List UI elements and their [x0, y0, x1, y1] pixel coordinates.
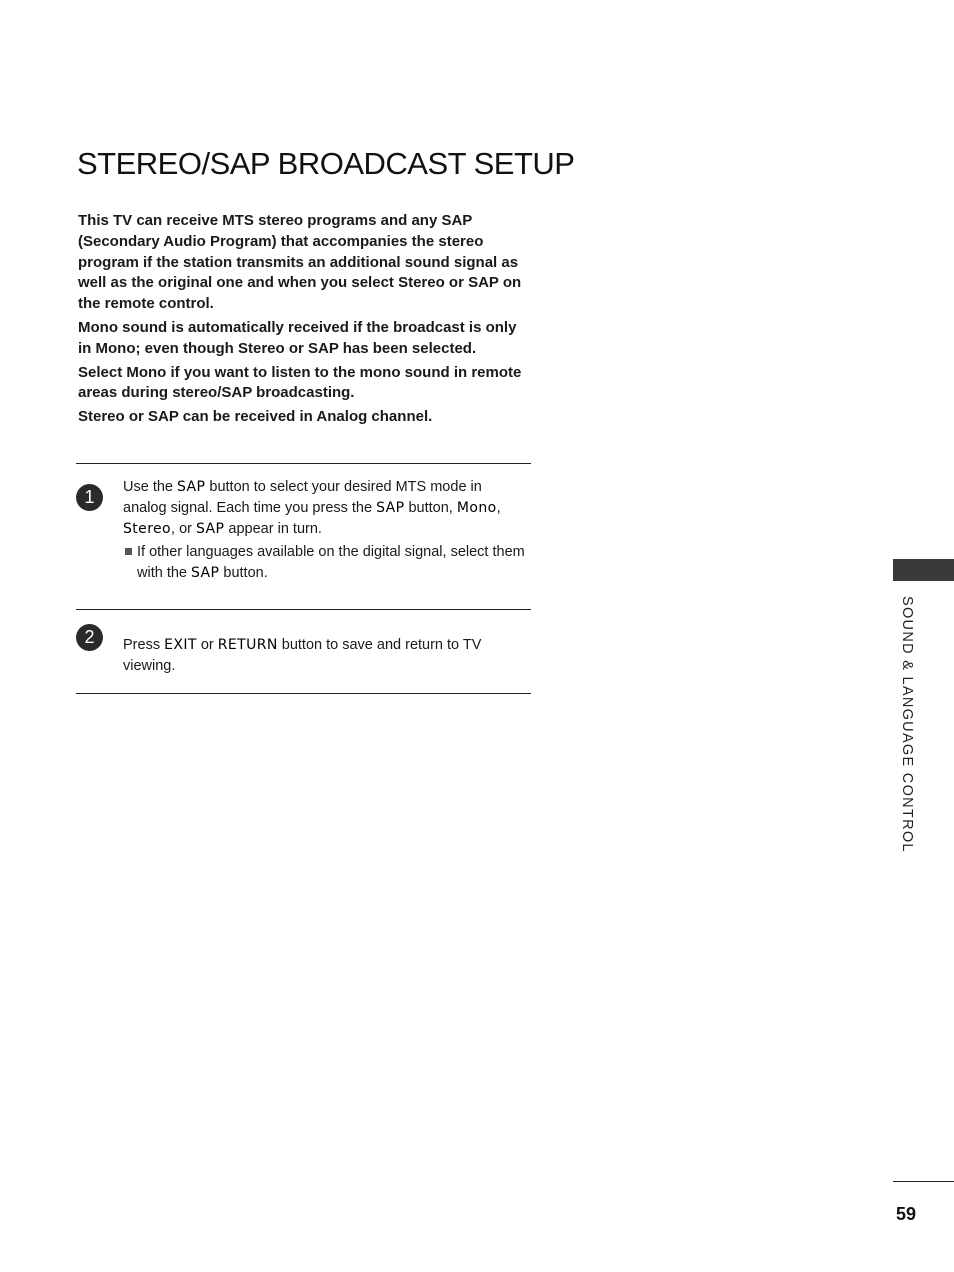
step-2 [76, 609, 531, 694]
intro-paragraph: Mono sound is automatically received if the broadcast is only in Mono; even though Stereo or SAP has been selected. [78, 318, 517, 357]
step-note: If other languages available on the digital signal, select them with the SAP button. [123, 542, 528, 584]
button-name-return: RETURN [217, 637, 278, 653]
button-name-sap: SAP [376, 499, 405, 516]
button-name-exit: EXIT [164, 637, 197, 653]
page-number: 59 [896, 1204, 917, 1224]
footer-divider [893, 1181, 954, 1182]
square-bullet-icon [125, 548, 132, 555]
mode-name-sap: SAP [196, 520, 225, 537]
step-1 [76, 463, 531, 609]
step-text: Use the SAP button to select your desired MTS mode in analog signal. Each time you press the SAP button, Mono, Stereo, or SAP appear in turn. [123, 479, 501, 537]
step-number-badge: 2 [76, 624, 103, 651]
section-tab-marker [893, 559, 954, 581]
intro-paragraph: This TV can receive MTS stereo programs and any SAP (Secondary Audio Program) that accompanies the stereo program if the station transmits an additional sound signal as well as the original one and when you select Stereo or SAP on the remote control. [78, 212, 522, 313]
intro-text [78, 211, 530, 431]
button-name-sap: SAP [191, 565, 220, 582]
intro-paragraph: Stereo or SAP can be received in Analog channel. [78, 408, 433, 426]
step-instructions [123, 477, 528, 584]
step-number-badge: 1 [76, 484, 103, 511]
page-title: STEREO/SAP BROADCAST SETUP [77, 146, 575, 181]
mode-name-mono: Mono [456, 499, 497, 516]
button-name-sap: SAP [177, 479, 206, 495]
section-label: SOUND & LANGUAGE CONTROL [899, 596, 915, 853]
step-instructions [123, 635, 528, 677]
intro-paragraph: Select Mono if you want to listen to the mono sound in remote areas during stereo/SAP broadcasting. [78, 363, 522, 402]
mode-name-stereo: Stereo [123, 520, 172, 537]
step-text: Press EXIT or RETURN button to save and return to TV viewing. [123, 637, 482, 674]
